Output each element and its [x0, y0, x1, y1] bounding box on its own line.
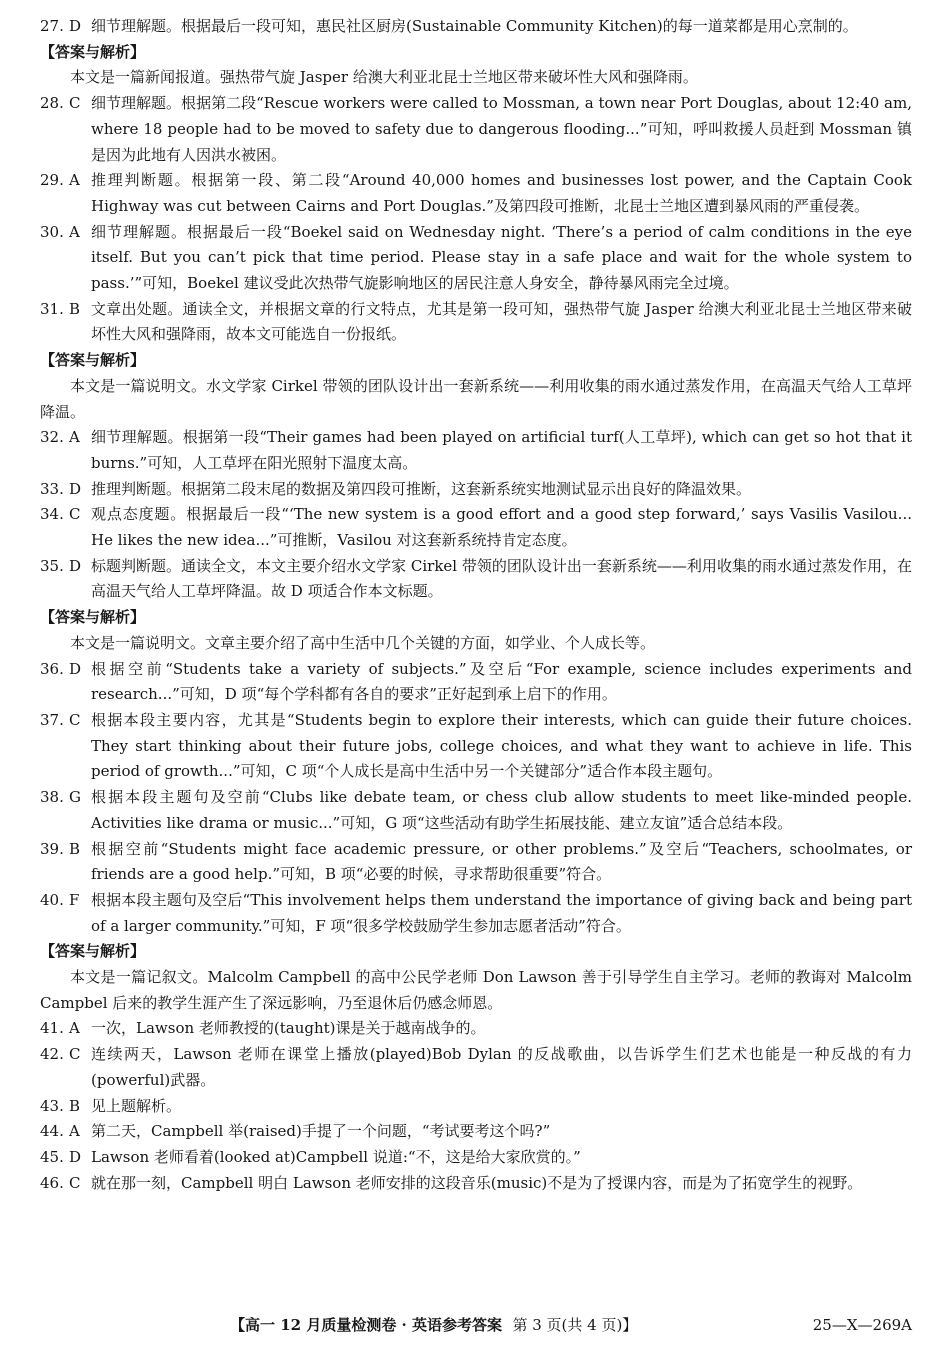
- explanation-text: 第二天，Campbell 举(raised)手提了一个问题，“考试要考这个吗?”: [91, 1122, 551, 1141]
- answer-letter: A: [69, 1019, 80, 1038]
- question-number: 46.: [40, 1173, 64, 1192]
- answer-item: [40, 425, 912, 476]
- explanation-text: 根据本段主要内容，尤其是“Students begin to explore their interests, which can guide their future choices. They start thinking about their future jobs, college choices, and what they want to achieve in life. This period of growth...”可知，C 项“个人成长是高中生活中另一个关键部分”适合作本段主题句。: [91, 710, 912, 781]
- answer-item: [40, 477, 912, 503]
- question-number: 41.: [40, 1019, 64, 1038]
- answer-letter: C: [69, 94, 81, 113]
- answer-letter: C: [69, 710, 81, 729]
- answer-letter: F: [69, 890, 80, 909]
- question-number: 36.: [40, 659, 64, 678]
- footer-page-number: 第 3 页(共 4 页)】: [512, 1316, 638, 1334]
- question-number: 27.: [40, 17, 64, 35]
- answer-item: [40, 657, 912, 708]
- footer-code: 25—X—269A: [812, 1316, 912, 1334]
- answer-item: [40, 502, 912, 553]
- answer-letter: D: [69, 1147, 82, 1166]
- question-number: 32.: [40, 428, 64, 447]
- answer-letter: D: [69, 659, 82, 678]
- answer-item: [40, 1042, 912, 1093]
- explanation-text: 标题判断题。通读全文，本文主要介绍水文学家 Cirkel 带领的团队设计出一套新系统——利用收集的雨水通过蒸发作用，在高温天气给人工草坪降温。故 D 项适合作本文标题。: [91, 556, 912, 601]
- answer-letter: C: [69, 505, 81, 524]
- question-number: 44.: [40, 1122, 64, 1141]
- answer-letter: D: [69, 17, 82, 35]
- explanation-text: 观点态度题。根据最后一段“‘The new system is a good effort and a good step forward,’ says Vasilis Vasilou... He likes the new idea...”可推断，Vasilou 对这套新系统持肯定态度。: [91, 505, 912, 550]
- answer-item: [40, 785, 912, 836]
- explanation-text: 根据空前“Students take a variety of subjects.”及空后“For example, science includes experiments and research...”可知，D 项“每个学科都有各自的要求”正好起到承上启下的作用。: [91, 659, 912, 704]
- answer-item: [40, 1016, 912, 1042]
- explanation-text: 推理判断题。根据第二段末尾的数据及第四段可推断，这套新系统实地测试显示出良好的降温效果。: [91, 479, 752, 498]
- question-number: 45.: [40, 1147, 64, 1166]
- explanation-text: 根据本段主题句及空前“Clubs like debate team, or chess club allow students to meet like-minded people. Activities like drama or music...”可知，G 项“这些活动有助学生拓展技能、建立友谊”适合总结本段。: [91, 788, 912, 832]
- section-heading: 【答案与解析】: [40, 608, 146, 627]
- section-heading: 【答案与解析】: [40, 42, 146, 61]
- answer-item: [40, 708, 912, 785]
- question-number: 28.: [40, 94, 64, 113]
- answer-letter: C: [69, 1045, 81, 1064]
- explanation-text: 细节理解题。根据第二段“Rescue workers were called to Mossman, a town near Port Douglas, about 12:40 am, where 18 people had to be moved to safety due to dangerous flooding...”可知，呼叫救援人员赶到 Mossman 镇是因为此地有人因洪水被困。: [91, 94, 912, 164]
- answer-item: [40, 1119, 912, 1145]
- answer-item: [40, 91, 912, 168]
- answer-letter: D: [69, 479, 82, 498]
- question-number: 31.: [40, 299, 64, 318]
- question-number: 30.: [40, 222, 64, 241]
- explanation-text: 就在那一刻，Campbell 明白 Lawson 老师安排的这段音乐(music)不是为了授课内容，而是为了拓宽学生的视野。: [91, 1173, 863, 1192]
- explanation-text: 细节理解题。根据第一段“Their games had been played on artificial turf(人工草坪), which can get so hot that it burns.”可知，人工草坪在阳光照射下温度太高。: [91, 428, 912, 472]
- answer-letter: B: [69, 839, 81, 858]
- explanation-text: 根据空前“Students might face academic pressure, or other problems.”及空后“Teachers, schoolmates, or friends are a good help.”可知，B 项“必要的时候，寻求帮助很重要”符合。: [91, 839, 912, 884]
- question-number: 33.: [40, 479, 64, 498]
- explanation-text: Lawson 老师看着(looked at)Campbell 说道:“不，这是给大家欣赏的。”: [91, 1147, 581, 1166]
- passage-summary: 本文是一篇说明文。文章主要介绍了高中生活中几个关键的方面，如学业、个人成长等。: [70, 633, 656, 652]
- passage-summary: 本文是一篇记叙文。Malcolm Campbell 的高中公民学老师 Don Lawson 善于引导学生自主学习。老师的教诲对 Malcolm Campbel 后来的教学生涯产生了深远影响，乃至退休后仍感念师恩。: [40, 968, 912, 1012]
- answer-letter: A: [69, 222, 80, 241]
- answer-letter: D: [69, 556, 82, 575]
- explanation-text: 一次，Lawson 老师教授的(taught)课是关于越南战争的。: [91, 1019, 486, 1038]
- answer-item: [40, 888, 912, 939]
- answer-letter: A: [69, 428, 80, 447]
- passage-summary: 本文是一篇新闻报道。强热带气旋 Jasper 给澳大利亚北昆士兰地区带来破坏性大风和强降雨。: [70, 68, 698, 87]
- answer-item: [40, 1094, 912, 1120]
- answer-letter: G: [69, 788, 81, 807]
- answer-item: [40, 1145, 912, 1171]
- question-number: 38.: [40, 788, 64, 807]
- explanation-text: 见上题解析。: [91, 1096, 182, 1115]
- question-number: 39.: [40, 839, 64, 858]
- footer-title: 【高一 12 月质量检测卷 · 英语参考答案 第 3 页(共 4 页)】: [230, 1316, 638, 1334]
- question-number: 40.: [40, 890, 64, 909]
- question-number: 37.: [40, 710, 64, 729]
- answer-letter: B: [69, 299, 81, 318]
- answer-letter: A: [69, 1122, 80, 1141]
- explanation-text: 细节理解题。根据最后一段“Boekel said on Wednesday night. ‘There’s a period of calm conditions in the eye itself. But you can’t pick that time period. Please stay in a safe place and wait for the whole system to pass.’”可知，Boekel 建议受此次热带气旋影响地区的居民注意人身安全，静待暴风雨完全过境。: [91, 222, 912, 293]
- answer-key-content: [40, 14, 912, 1196]
- answer-letter: B: [69, 1096, 81, 1115]
- answer-letter: A: [69, 171, 80, 190]
- question-number: 42.: [40, 1045, 64, 1064]
- answer-letter: C: [69, 1173, 81, 1192]
- answer-item: [40, 837, 912, 888]
- question-number: 43.: [40, 1096, 64, 1115]
- passage-summary: 本文是一篇说明文。水文学家 Cirkel 带领的团队设计出一套新系统——利用收集的雨水通过蒸发作用，在高温天气给人工草坪降温。: [40, 376, 912, 421]
- section-heading: 【答案与解析】: [40, 942, 146, 961]
- question-number: 35.: [40, 556, 64, 575]
- question-number: 34.: [40, 505, 64, 524]
- answer-item: [40, 554, 912, 605]
- explanation-text: 细节理解题。根据最后一段可知，惠民社区厨房(Sustainable Community Kitchen)的每一道菜都是用心烹制的。: [91, 17, 858, 35]
- explanation-text: 根据本段主题句及空后“This involvement helps them understand the importance of giving back and being part of a larger community.”可知，F 项“很多学校鼓励学生参加志愿者活动”符合。: [91, 890, 912, 935]
- answer-item: [40, 14, 912, 40]
- question-number: 29.: [40, 171, 64, 190]
- explanation-text: 文章出处题。通读全文，并根据文章的行文特点，尤其是第一段可知，强热带气旋 Jasper 给澳大利亚北昆士兰地区带来破坏性大风和强降雨，故本文可能选自一份报纸。: [91, 299, 912, 344]
- section-heading: 【答案与解析】: [40, 351, 146, 370]
- answer-item: [40, 220, 912, 297]
- answer-item: [40, 168, 912, 219]
- explanation-text: 推理判断题。根据第一段、第二段“Around 40,000 homes and businesses lost power, and the Captain Cook Highway was cut between Cairns and Port Douglas.”及第四段可推断，北昆士兰地区遭到暴风雨的严重侵袭。: [91, 171, 912, 215]
- explanation-text: 连续两天，Lawson 老师在课堂上播放(played)Bob Dylan 的反战歌曲，以告诉学生们艺术也能是一种反战的有力(powerful)武器。: [91, 1045, 912, 1089]
- answer-item: [40, 1171, 912, 1197]
- answer-item: [40, 297, 912, 348]
